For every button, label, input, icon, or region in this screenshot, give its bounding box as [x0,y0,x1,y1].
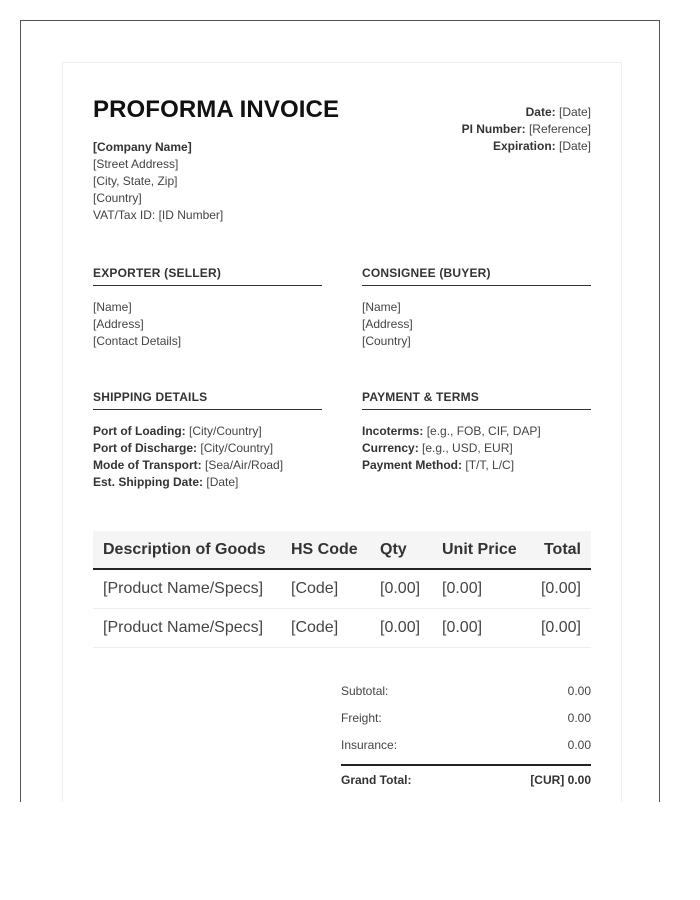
mode-of-transport-value: [Sea/Air/Road] [205,458,284,472]
pi-number-label: PI Number: [461,122,526,136]
port-of-discharge [93,440,322,457]
est-shipping-date-value: [Date] [206,475,239,489]
table-row [93,609,591,648]
shipping-section [93,390,322,491]
mode-of-transport-label: Mode of Transport: [93,458,202,472]
cell-qty: [0.00] [370,569,432,609]
consignee-address: [Address] [362,317,413,331]
port-of-loading-label: Port of Loading: [93,424,186,438]
header-qty: Qty [370,531,432,569]
insurance-label: Insurance: [341,738,398,752]
vat-label: VAT/Tax ID: [93,208,156,222]
table-row [93,569,591,609]
cell-hs-code: [Code] [281,569,370,609]
insurance-row [341,737,591,764]
company-street: [Street Address] [93,157,179,171]
cell-total: [0.00] [529,609,591,648]
consignee-body [362,299,591,350]
header-total: Total [529,531,591,569]
exporter-name: [Name] [93,300,132,314]
consignee-country: [Country] [362,334,411,348]
payment-body [362,423,591,474]
subtotal-value: 0.00 [567,684,591,698]
header-hs-code: HS Code [281,531,370,569]
cell-description: [Product Name/Specs] [93,569,281,609]
est-shipping-date-label: Est. Shipping Date: [93,475,204,489]
company-city: [City, State, Zip] [93,174,178,188]
grand-total-row [341,764,591,799]
invoice-page [62,62,622,802]
exporter-heading: EXPORTER (SELLER) [93,266,322,286]
pi-number-value: [Reference] [528,122,591,136]
exporter-address: [Address] [93,317,144,331]
insurance-value: 0.00 [567,738,591,752]
company-vat [93,207,223,224]
currency-label: Currency: [362,441,419,455]
currency [362,440,591,457]
invoice-meta [462,104,591,155]
expiration-label: Expiration: [492,139,556,153]
incoterms-value: [e.g., FOB, CIF, DAP] [426,424,541,438]
cell-total: [0.00] [529,569,591,609]
payment-section [362,390,591,474]
freight-label: Freight: [341,711,382,725]
totals-block [341,683,591,799]
freight-row [341,710,591,737]
port-of-discharge-label: Port of Discharge: [93,441,198,455]
shipping-body [93,423,322,491]
company-block [93,139,223,224]
consignee-heading: CONSIGNEE (BUYER) [362,266,591,286]
line-items-table [93,531,591,648]
header-unit-price: Unit Price [432,531,529,569]
meta-pi-number [462,121,591,138]
header-description: Description of Goods [93,531,281,569]
mode-of-transport [93,457,322,474]
table-header-row [93,531,591,569]
grand-total-label: Grand Total: [341,773,412,787]
port-of-loading [93,423,322,440]
date-value: [Date] [558,105,591,119]
est-shipping-date [93,474,322,491]
cell-hs-code: [Code] [281,609,370,648]
payment-heading: PAYMENT & TERMS [362,390,591,410]
consignee-name: [Name] [362,300,401,314]
freight-value: 0.00 [567,711,591,725]
company-name: [Company Name] [93,140,192,154]
payment-method-label: Payment Method: [362,458,463,472]
consignee-section [362,266,591,350]
cell-description: [Product Name/Specs] [93,609,281,648]
document-frame [20,20,660,802]
currency-value: [e.g., USD, EUR] [422,441,513,455]
subtotal-row [341,683,591,710]
shipping-heading: SHIPPING DETAILS [93,390,322,410]
exporter-contact: [Contact Details] [93,334,182,348]
grand-total-value: [CUR] 0.00 [530,773,591,787]
company-country: [Country] [93,191,142,205]
date-label: Date: [525,105,556,119]
subtotal-label: Subtotal: [341,684,389,698]
vat-value: [ID Number] [158,208,224,222]
payment-method [362,457,591,474]
exporter-section [93,266,322,350]
invoice-title: PROFORMA INVOICE [93,96,340,123]
exporter-body [93,299,322,350]
cell-qty: [0.00] [370,609,432,648]
payment-method-value: [T/T, L/C] [465,458,515,472]
cell-unit-price: [0.00] [432,569,529,609]
expiration-value: [Date] [558,139,591,153]
port-of-loading-value: [City/Country] [189,424,262,438]
incoterms-label: Incoterms: [362,424,424,438]
incoterms [362,423,591,440]
meta-expiration [462,138,591,155]
cell-unit-price: [0.00] [432,609,529,648]
meta-date [462,104,591,121]
port-of-discharge-value: [City/Country] [200,441,274,455]
